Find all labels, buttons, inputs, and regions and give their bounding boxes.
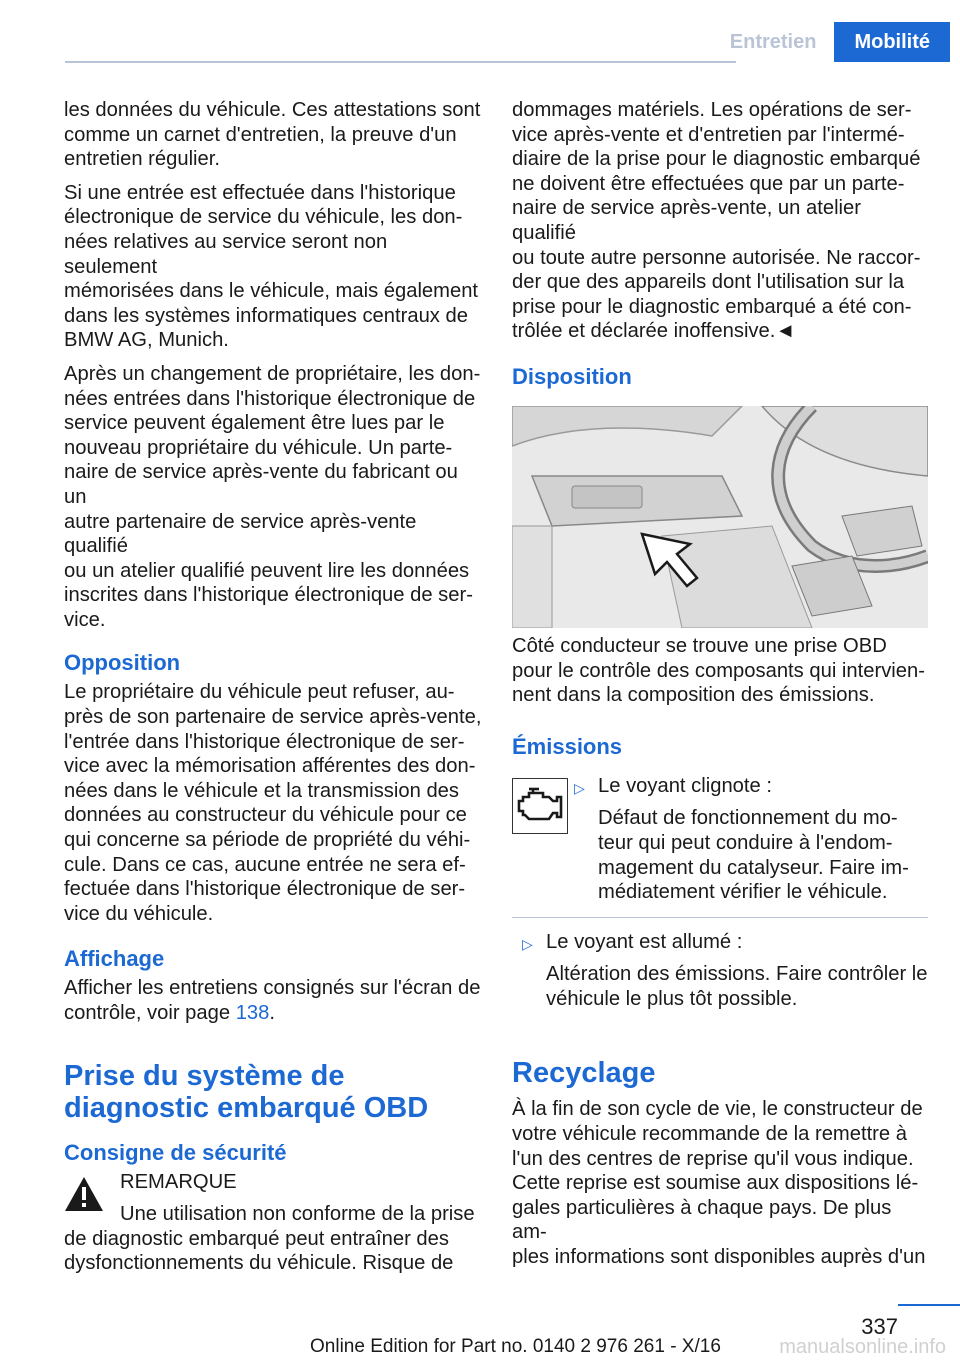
heading-consigne: Consigne de sécurité: [64, 1139, 287, 1165]
affichage-end: .: [269, 1002, 275, 1024]
paragraph: Le propriétaire du véhicule peut refuser, au- près de son partenaire de service après-vente, l'entrée dans l'historique électronique de ser- vice avec la mémorisation afférentes des don- nées dans le véhicule et la transmission des données au constructeur du véhicule pour ce qui concerne sa période de propriété du véhi- cule. Dans ce cas, aucune entrée ne sera ef- fectuée dans l'historique électronique de ser- vice du véhicule.: [64, 681, 482, 925]
paragraph: dommages matériels. Les opérations de ser- vice après-vente et d'entretien par l'intermé- diaire de la prise pour le diagnostic embarqué ne doivent être effectuées que par un parte- naire de service après-vente, un atelier qualifié ou toute autre personne autorisée. Ne raccor- der que des appareils dont l'utilisation sur la prise pour le diagnostic embarqué a été con- trôlée et déclarée inoffensive.◄: [512, 99, 921, 343]
emissions-items: [522, 774, 930, 1012]
header-tabs: [712, 22, 950, 62]
paragraph: les données du véhicule. Ces attestations sont comme un carnet d'entretien, la preuve d'un entretien régulier.: [64, 99, 481, 171]
heading-obd: Prise du système de diagnostic embarqué OBD: [64, 1059, 429, 1124]
dashboard-illustration: [512, 406, 928, 628]
paragraph-affichage: [64, 976, 482, 1025]
heading-opposition: Opposition: [64, 650, 181, 676]
heading-emissions: Émissions: [512, 733, 623, 759]
triangle-bullet-icon: ▷: [574, 779, 585, 796]
list-item: [564, 774, 930, 905]
paragraph: Après un changement de propriétaire, les don- nées entrées dans l'historique électronique de service peuvent également être lues par le nouveau propriétaire du véhicule. Un parte- naire de service après-vente du fabricant ou un autre partenaire de service après-vente qualifié ou un atelier qualifié peuvent lire les données inscrites dans l'historique électronique de ser- vice.: [64, 362, 481, 631]
warning-first-line: Une utilisation non conforme de la prise: [120, 1203, 475, 1226]
warning-icon: [64, 1176, 104, 1212]
page-number: 337: [861, 1314, 898, 1339]
paragraph: Côté conducteur se trouve une prise OBD pour le contrôle des composants qui intervien- nent dans la composition des émissions.: [512, 634, 925, 707]
heading-affichage: Affichage: [64, 946, 165, 972]
watermark: manualsonline.info: [779, 1336, 946, 1358]
warning-text: de diagnostic embarqué peut entraîner des dysfonctionnements du véhicule. Risque de: [64, 1227, 454, 1275]
engine-warning-light: [512, 778, 568, 834]
item-title: Le voyant est allumé :: [546, 930, 743, 953]
heading-recyclage: Recyclage: [512, 1057, 656, 1090]
obd-location-image: [512, 406, 928, 628]
tab-mobilite[interactable]: Mobilité: [834, 22, 950, 62]
emissions-list: [512, 774, 930, 1012]
item-title: Le voyant clignote :: [598, 774, 772, 797]
edition-note: Online Edition for Part no. 0140 2 976 261 - X/16: [310, 1336, 721, 1357]
footer-rule: [898, 1304, 960, 1306]
item-description: Défaut de fonctionnement du mo- teur qui peut conduire à l'endom- magement du catalyseur. Faire im- médiatement vérifier le véhicule.: [598, 807, 909, 904]
item-description: Altération des émissions. Faire contrôler le véhicule le plus tôt possible.: [546, 963, 928, 1010]
divider: [512, 917, 928, 918]
tab-entretien[interactable]: Entretien: [712, 22, 835, 62]
right-column: [512, 98, 930, 1279]
header-rule: [65, 61, 736, 63]
paragraph: À la fin de son cycle de vie, le constructeur de votre véhicule recommande de la remettre à l'un des centres de reprise qu'il vous indique. Cette reprise est soumise aux dispositions lé- gales particulières à chaque pays. De plus am- ples informations sont disponibles auprès d'un: [512, 1098, 926, 1269]
page-link[interactable]: 138: [235, 1002, 270, 1024]
warning-block: [64, 1170, 482, 1276]
engine-check-icon: [513, 779, 567, 833]
affichage-text: Afficher les entretiens consignés sur l'écran de contrôle, voir page: [64, 977, 481, 1024]
triangle-bullet-icon: ▷: [522, 935, 533, 952]
warning-label: REMARQUE: [120, 1170, 237, 1193]
list-item: [512, 930, 930, 1012]
heading-disposition: Disposition: [512, 363, 632, 389]
left-column: [64, 98, 482, 1285]
paragraph: Si une entrée est effectuée dans l'historique électronique de service du véhicule, les don- nées relatives au service seront non seulement mémorisées dans le véhicule, mais également dans les systèmes informatiques centraux de BMW AG, Munich.: [64, 181, 479, 352]
